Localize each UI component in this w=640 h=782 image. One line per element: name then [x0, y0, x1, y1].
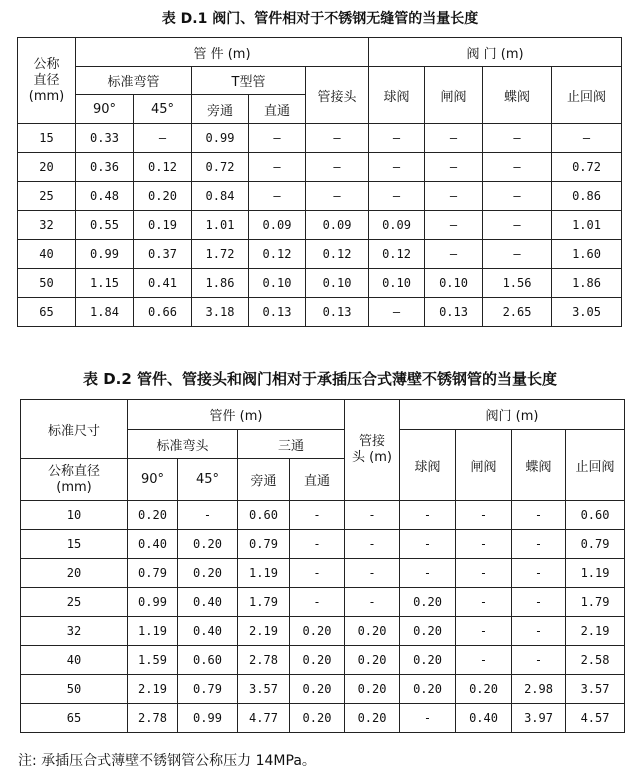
table-cell: 0.13 — [249, 298, 306, 327]
table-row — [21, 530, 625, 559]
table-cell: 3.57 — [566, 675, 625, 704]
table-cell: 0.10 — [425, 269, 483, 298]
table-row — [21, 501, 625, 530]
table-cell: 0.20 — [345, 704, 400, 733]
table-cell: - — [290, 588, 345, 617]
table-cell: 0.20 — [290, 617, 345, 646]
table-cell: 0.40 — [128, 530, 178, 559]
table-cell: — — [425, 153, 483, 182]
t2-header-valves: 阀门 (m) — [400, 400, 625, 430]
table-cell: — — [425, 240, 483, 269]
table-cell: - — [456, 617, 512, 646]
table-cell: 0.20 — [400, 588, 456, 617]
table-cell: 0.33 — [76, 124, 134, 153]
table-cell: 1.19 — [566, 559, 625, 588]
table-cell: 0.20 — [345, 617, 400, 646]
table-row — [18, 269, 622, 298]
table-cell: 0.41 — [134, 269, 192, 298]
table-cell: — — [483, 182, 552, 211]
table-cell: 4.57 — [566, 704, 625, 733]
table-cell: 0.79 — [178, 675, 238, 704]
t2-header-side: 旁通 — [238, 459, 290, 501]
table-cell: — — [249, 153, 306, 182]
table-cell: 0.48 — [76, 182, 134, 211]
t1-header-gate-valve: 闸阀 — [425, 67, 483, 124]
table2-caption: 表 D.2 管件、管接头和阀门相对于承插压合式薄壁不锈钢管的当量长度 — [82, 370, 558, 388]
table-cell: 0.20 — [400, 675, 456, 704]
table-cell: 2.98 — [512, 675, 566, 704]
table-cell: 0.99 — [178, 704, 238, 733]
table-cell: 0.09 — [306, 211, 369, 240]
table-cell: 1.56 — [483, 269, 552, 298]
table-cell: — — [369, 182, 425, 211]
table-cell: 2.19 — [238, 617, 290, 646]
t2-header-elbow: 标准弯头 — [128, 430, 238, 459]
table-cell: 0.20 — [178, 530, 238, 559]
table-cell: 25 — [21, 588, 128, 617]
t2-header-tee: 三通 — [238, 430, 345, 459]
table2 — [20, 399, 625, 733]
t1-header-check-valve: 止回阀 — [552, 67, 622, 124]
table-cell: - — [456, 588, 512, 617]
table-row — [18, 182, 622, 211]
table-cell: 65 — [21, 704, 128, 733]
table-cell: 0.40 — [178, 617, 238, 646]
table2-body — [21, 501, 625, 733]
table-cell: 1.59 — [128, 646, 178, 675]
table-cell: 1.19 — [128, 617, 178, 646]
table-cell: 0.60 — [566, 501, 625, 530]
t1-header-elbow: 标准弯管 — [76, 67, 192, 95]
table-cell: 1.86 — [192, 269, 249, 298]
table-cell: 0.10 — [369, 269, 425, 298]
table-cell: 0.20 — [345, 646, 400, 675]
table-cell: 0.20 — [400, 617, 456, 646]
table-cell: - — [400, 559, 456, 588]
table-cell: 50 — [18, 269, 76, 298]
table-cell: 15 — [21, 530, 128, 559]
table-cell: - — [400, 501, 456, 530]
table-cell: — — [369, 298, 425, 327]
table-cell: 4.77 — [238, 704, 290, 733]
t2-header-joint: 管接 头 (m) — [345, 400, 400, 501]
t2-header-gate-valve: 闸阀 — [456, 430, 512, 501]
table-cell: 0.99 — [76, 240, 134, 269]
table-cell: 0.12 — [134, 153, 192, 182]
table-cell: 0.13 — [306, 298, 369, 327]
table-cell: - — [512, 588, 566, 617]
table-cell: — — [306, 182, 369, 211]
table-cell: - — [290, 559, 345, 588]
table-cell: 40 — [21, 646, 128, 675]
table-cell: 1.01 — [192, 211, 249, 240]
t2-header-check-valve: 止回阀 — [566, 430, 625, 501]
table-cell: - — [512, 646, 566, 675]
table-cell: 25 — [18, 182, 76, 211]
table-cell: 3.05 — [552, 298, 622, 327]
footnote: 注: 承插压合式薄壁不锈钢管公称压力 14MPa。 — [18, 753, 316, 769]
table-cell: - — [345, 530, 400, 559]
table-cell: 3.97 — [512, 704, 566, 733]
table-cell: 0.55 — [76, 211, 134, 240]
table-cell: 32 — [18, 211, 76, 240]
table-cell: - — [456, 646, 512, 675]
table-cell: 3.57 — [238, 675, 290, 704]
table-cell: - — [290, 530, 345, 559]
table-cell: — — [249, 124, 306, 153]
table-cell: 0.66 — [134, 298, 192, 327]
table-cell: 0.40 — [456, 704, 512, 733]
table-cell: 0.60 — [178, 646, 238, 675]
table-cell: 0.09 — [369, 211, 425, 240]
table-cell: 15 — [18, 124, 76, 153]
t2-header-diameter: 公称直径 (mm) — [21, 459, 128, 501]
table-cell: 0.79 — [566, 530, 625, 559]
table-cell: - — [512, 530, 566, 559]
table-cell: 2.19 — [128, 675, 178, 704]
table-cell: - — [345, 559, 400, 588]
table-cell: - — [512, 559, 566, 588]
table-cell: - — [400, 704, 456, 733]
table-cell: 1.72 — [192, 240, 249, 269]
table-cell: 0.20 — [290, 704, 345, 733]
table-cell: — — [369, 153, 425, 182]
table-cell: 0.72 — [552, 153, 622, 182]
table-cell: — — [249, 182, 306, 211]
table-cell: 0.09 — [249, 211, 306, 240]
table-cell: — — [483, 153, 552, 182]
t1-header-joint: 管接头 — [306, 67, 369, 124]
table-cell: 1.84 — [76, 298, 134, 327]
table-cell: — — [552, 124, 622, 153]
t1-header-ball-valve: 球阀 — [369, 67, 425, 124]
table-row — [21, 617, 625, 646]
table-cell: 1.01 — [552, 211, 622, 240]
table-cell: 10 — [21, 501, 128, 530]
table-cell: 0.79 — [128, 559, 178, 588]
table-cell: - — [456, 501, 512, 530]
table-cell: — — [134, 124, 192, 153]
table-cell: 0.72 — [192, 153, 249, 182]
table-cell: 2.58 — [566, 646, 625, 675]
table-row — [18, 124, 622, 153]
table-cell: 20 — [18, 153, 76, 182]
table-row — [21, 588, 625, 617]
table-cell: 0.79 — [238, 530, 290, 559]
table-cell: 0.10 — [306, 269, 369, 298]
t2-header-straight: 直通 — [290, 459, 345, 501]
table-cell: - — [178, 501, 238, 530]
table-cell: 1.79 — [238, 588, 290, 617]
t2-header-size: 标准尺寸 — [21, 400, 128, 459]
t1-header-tee: T型管 — [192, 67, 306, 95]
table-cell: 0.20 — [456, 675, 512, 704]
table-cell: 32 — [21, 617, 128, 646]
table-cell: — — [483, 124, 552, 153]
table-cell: - — [345, 588, 400, 617]
table1 — [17, 37, 622, 327]
table-cell: - — [512, 617, 566, 646]
table-cell: 2.78 — [128, 704, 178, 733]
t2-header-fittings: 管件 (m) — [128, 400, 345, 430]
table1-caption: 表 D.1 阀门、管件相对于不锈钢无缝管的当量长度 — [161, 11, 479, 27]
table-row — [18, 211, 622, 240]
table-cell: 0.12 — [249, 240, 306, 269]
table-cell: 1.19 — [238, 559, 290, 588]
table1-header — [18, 38, 622, 124]
table-cell: - — [290, 501, 345, 530]
table-cell: 1.86 — [552, 269, 622, 298]
table-row — [21, 646, 625, 675]
table-cell: 1.79 — [566, 588, 625, 617]
table-row — [21, 704, 625, 733]
table-cell: 0.20 — [290, 646, 345, 675]
t1-header-45: 45° — [134, 95, 192, 124]
table-cell: 3.18 — [192, 298, 249, 327]
table-cell: 0.20 — [128, 501, 178, 530]
table-cell: — — [483, 211, 552, 240]
table-cell: - — [456, 559, 512, 588]
table-cell: — — [483, 240, 552, 269]
table-cell: 0.20 — [178, 559, 238, 588]
table-cell: 2.65 — [483, 298, 552, 327]
table-cell: — — [306, 153, 369, 182]
t2-header-45: 45° — [178, 459, 238, 501]
table-cell: 0.36 — [76, 153, 134, 182]
table-cell: 20 — [21, 559, 128, 588]
table-cell: — — [369, 124, 425, 153]
table-cell: — — [425, 211, 483, 240]
table-row — [18, 240, 622, 269]
table-cell: 0.20 — [290, 675, 345, 704]
table-cell: - — [456, 530, 512, 559]
t2-header-butterfly-valve: 蝶阀 — [512, 430, 566, 501]
table-cell: — — [306, 124, 369, 153]
t2-header-90: 90° — [128, 459, 178, 501]
table-row — [18, 298, 622, 327]
table-cell: 2.78 — [238, 646, 290, 675]
t1-header-butterfly-valve: 蝶阀 — [483, 67, 552, 124]
table-cell: 0.60 — [238, 501, 290, 530]
table-cell: 0.84 — [192, 182, 249, 211]
table1-body — [18, 124, 622, 327]
table-cell: 0.86 — [552, 182, 622, 211]
table-cell: 2.19 — [566, 617, 625, 646]
table-cell: - — [512, 501, 566, 530]
table2-header — [21, 400, 625, 501]
table-cell: — — [425, 124, 483, 153]
table-cell: 0.99 — [128, 588, 178, 617]
table-cell: 0.20 — [134, 182, 192, 211]
table-cell: 0.40 — [178, 588, 238, 617]
table-cell: 1.60 — [552, 240, 622, 269]
table-row — [21, 675, 625, 704]
t2-header-ball-valve: 球阀 — [400, 430, 456, 501]
t1-header-90: 90° — [76, 95, 134, 124]
t1-header-side: 旁通 — [192, 95, 249, 124]
table-row — [21, 559, 625, 588]
table-cell: 0.20 — [400, 646, 456, 675]
table-cell: 0.12 — [369, 240, 425, 269]
table-cell: 0.10 — [249, 269, 306, 298]
table-cell: 65 — [18, 298, 76, 327]
table-cell: 0.19 — [134, 211, 192, 240]
table-cell: 1.15 — [76, 269, 134, 298]
table-cell: 0.20 — [345, 675, 400, 704]
table-cell: - — [400, 530, 456, 559]
table-cell: 0.12 — [306, 240, 369, 269]
table-cell: 40 — [18, 240, 76, 269]
table-cell: - — [345, 501, 400, 530]
table-cell: — — [425, 182, 483, 211]
t1-header-diameter: 公称 直径 (mm) — [18, 38, 76, 124]
table-row — [18, 153, 622, 182]
table-cell: 0.13 — [425, 298, 483, 327]
table-cell: 50 — [21, 675, 128, 704]
table-cell: 0.37 — [134, 240, 192, 269]
table-cell: 0.99 — [192, 124, 249, 153]
t1-header-fittings: 管 件 (m) — [76, 38, 369, 67]
t1-header-valves: 阀 门 (m) — [369, 38, 622, 67]
t1-header-straight: 直通 — [249, 95, 306, 124]
